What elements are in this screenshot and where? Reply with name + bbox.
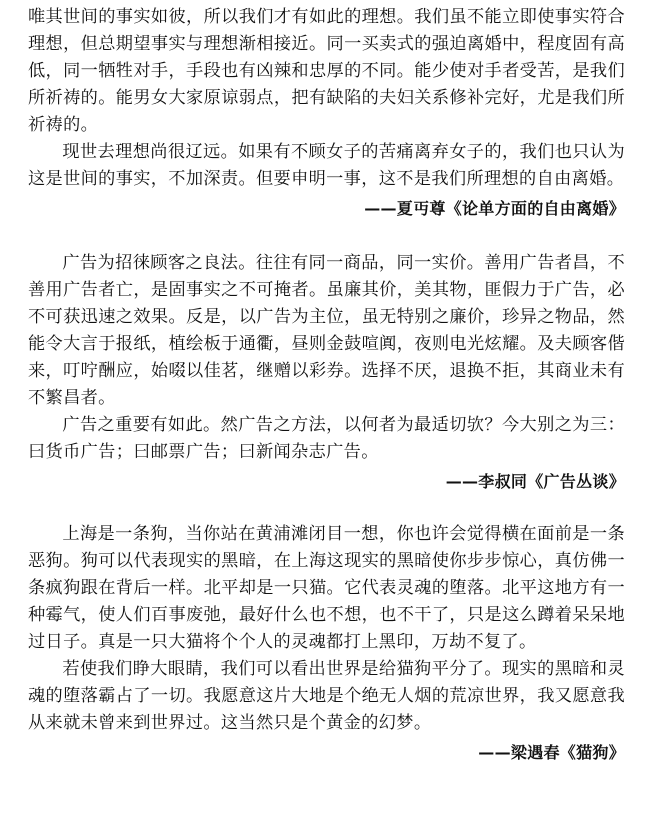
paragraph: 广告为招徕顾客之良法。往往有同一商品，同一实价。善用广告者昌，不善用广告者亡，是固事实之不可掩者。虽廉其价，美其物，匪假力于广告，必不可获迅速之效果。反是，以广告为主位，虽无特别之廉价，珍异之物品，然能令大言于报纸，植绘板于通衢，昼则金鼓喧阗，夜则电光炫耀。及夫顾客偕来，叮咛酬应，始啜以佳茗，继赠以彩券。选择不厌，退换不拒，其商业未有不繁昌者。 <box>28 253 625 408</box>
passage-xia-mianzun <box>28 4 625 222</box>
paragraph: 广告之重要有如此。然广告之方法，以何者为最适切欤？今大别之为三：曰货币广告；曰邮票广告；曰新闻杂志广告。 <box>28 415 625 462</box>
section-spacer <box>28 495 625 521</box>
paragraph: 唯其世间的事实如彼，所以我们才有如此的理想。我们虽不能立即使事实符合理想，但总期望事实与理想渐相接近。同一买卖式的强迫离婚中，程度固有高低，同一牺牲对手，手段也有凶辣和忠厚的不同。能少使对手者受苦，是我们所祈祷的。能男女大家原谅弱点，把有缺陷的夫妇关系修补完好，尤是我们所祈祷的。 <box>28 7 625 135</box>
attribution: ——夏丏尊《论单方面的自由离婚》 <box>364 199 625 218</box>
paragraph: 上海是一条狗，当你站在黄浦滩闭目一想，你也许会觉得横在面前是一条恶狗。狗可以代表现实的黑暗，在上海这现实的黑暗使你步步惊心，真仿佛一条疯狗跟在背后一样。北平却是一只猫。它代表灵魂的堕落。北平这地方有一种霉气，使人们百事废弛，最好什么也不想，也不干了，只是这么蹲着呆呆地过日子。真是一只大猫将个个人的灵魂都打上黑印，万劫不复了。 <box>28 524 625 652</box>
section-spacer <box>28 222 625 250</box>
attribution: ——梁遇春《猫狗》 <box>478 743 625 762</box>
paragraph: 若使我们睁大眼睛，我们可以看出世界是给猫狗平分了。现实的黑暗和灵魂的堕落霸占了一切。我愿意这片大地是个绝无人烟的荒凉世界，我又愿意我从来就未曾来到世界过。这当然只是个黄金的幻梦。 <box>28 659 625 733</box>
passage-liang-yuchun <box>28 521 625 766</box>
paragraph: 现世去理想尚很辽远。如果有不顾女子的苦痛离弃女子的，我们也只认为这是世间的事实，不加深责。但要申明一事，这不是我们所理想的自由离婚。 <box>28 142 625 189</box>
passage-li-shutong <box>28 250 625 495</box>
attribution: ——李叔同《广告丛谈》 <box>445 472 625 491</box>
